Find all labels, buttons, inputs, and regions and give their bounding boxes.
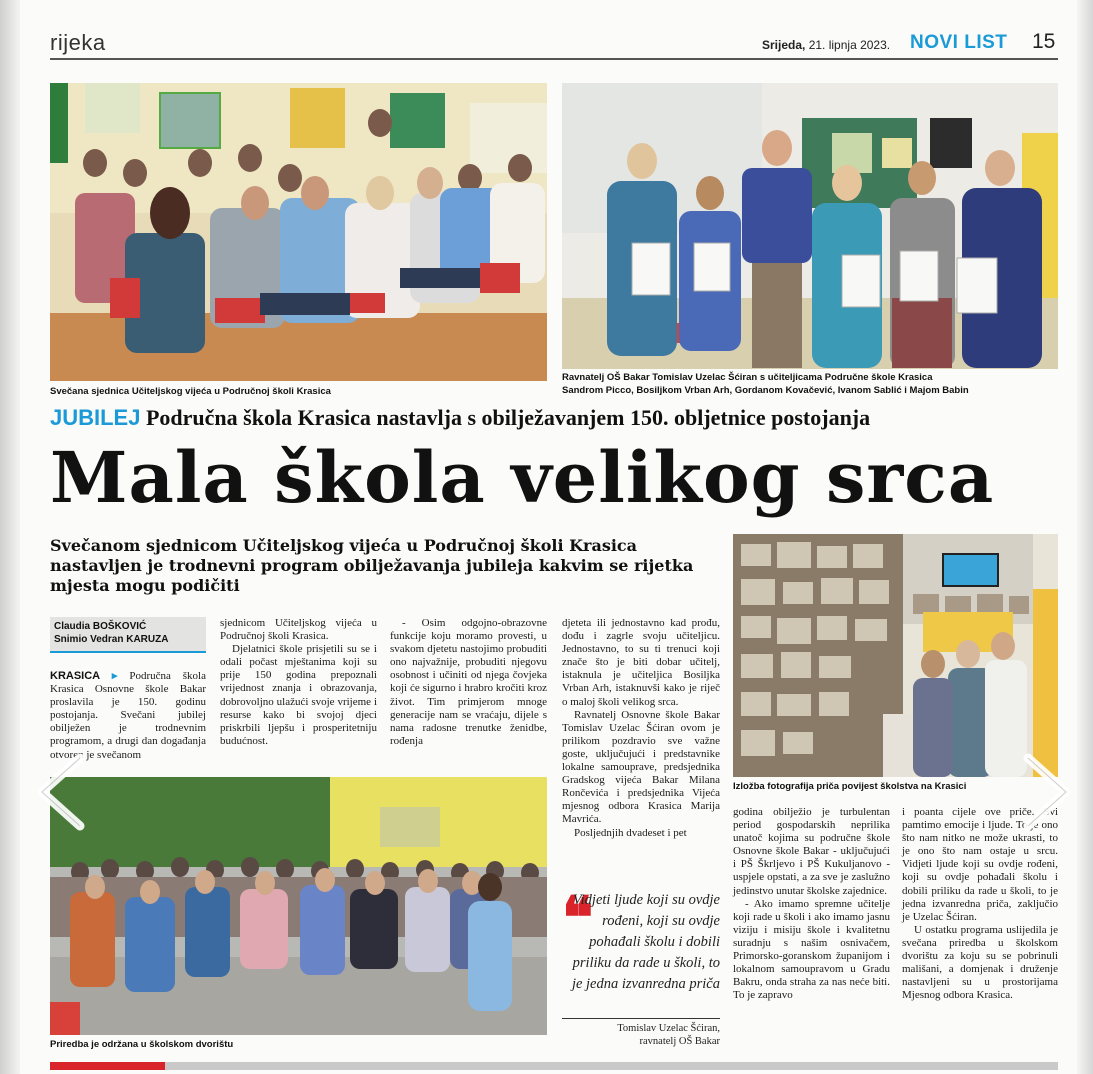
body-text: sjednicom Učiteljskog vijeća u Područnoj školi Krasica.: [220, 617, 377, 643]
quote-author: [562, 1022, 720, 1048]
byline: [50, 617, 206, 653]
page-edge-left: [0, 0, 20, 1074]
subhead: Područna škola Krasica nastavlja s obilježavanjem 150. obljetnice postojanja: [145, 405, 871, 430]
quote-author-role: ravnatelj OŠ Bakar: [639, 1036, 720, 1047]
previous-page-button[interactable]: [32, 752, 92, 832]
caption-line: Sandrom Picco, Bosiljkom Vrban Arh, Gordanom Kovačević, Ivanom Sablić i Majom Babin: [562, 385, 969, 396]
pull-quote: Vidjeti ljude koji su ovdje rođeni, koji su ovdje pohađali školu i dobili priliku da rade u školi, to je jedna izvanredna priča: [571, 892, 720, 992]
caption-line: Ravnatelj OŠ Bakar Tomislav Uzelac Šćiran s učiteljicama Područne škole Krasica: [562, 372, 933, 383]
photo-caption: Svečana sjednica Učiteljskog vijeća u Područnoj školi Krasica: [50, 386, 331, 397]
quote-mark-icon: ❝: [562, 884, 594, 952]
lead-paragraph: Svečanom sjednicom Učiteljskog vijeća u Područnoj školi Krasica nastavljen je trodnevni program obilježavanja jubileja kakvim se rijetka mjesta mogu podičiti: [50, 536, 694, 595]
dateline-place: [50, 670, 117, 682]
body-text: Ravnatelj Osnovne škole Bakar Tomislav Uzelac Šćiran ovom je prilikom pozdravio sve važne goste, uključujući i predstavnike lokalne samouprave, predsjednika Gradskog vijeća Bakar Milana Rončevića i predsjednika Vijeća mjesnog odbora Krasica Marija Mavrića.: [562, 708, 720, 826]
chevron-left-icon: [32, 752, 92, 832]
article-column-3: [390, 617, 547, 748]
photographer: Snimio Vedran KARUZA: [54, 634, 169, 645]
newspaper-logo: NOVI LIST: [910, 32, 1008, 53]
next-page-button[interactable]: [1016, 752, 1076, 832]
article-column-2: [220, 617, 377, 748]
photo-courtyard-performance: [50, 777, 547, 1035]
author: Claudia BOŠKOVIĆ: [54, 621, 147, 632]
chevron-right-icon: [1016, 752, 1076, 832]
article-column-6: [902, 806, 1058, 1002]
photo-exhibition: [733, 534, 1058, 777]
date: 21. lipnja 2023.: [808, 38, 891, 52]
photo-teachers-group: [562, 83, 1058, 369]
page-number: 15: [1032, 30, 1056, 53]
quote-author-name: Tomislav Uzelac Šćiran,: [617, 1023, 720, 1034]
arrow-icon: ▸: [111, 670, 118, 682]
body-text: i poanta cijele ove priče. Svi pamtimo emocije i ljude. To je ono što nam nitko ne može ukrasti, to je ono što nam ostaje u srcu. Vidjeti ljude koji su ovdje rođeni, koji su ovdje pohađali školu i dobili priliku da rade u školi, to je jedna izvanredna priča, zaključio je Uzelac Šćiran.: [902, 806, 1058, 923]
body-text: Djelatnici škole prisjetili su se i odali počast mještanima koji su prije 150 godina prepoznali vrijednost znanja i obrazovanja, dobrovoljno ulažući svoje vrijeme i resurse kako bi svojoj djeci priskrbili ljepšu i prosperitetniju budućnost.: [220, 643, 377, 747]
article-column-1: [50, 670, 206, 762]
dateline: [762, 38, 890, 52]
footer-bar: [165, 1062, 1058, 1070]
body-text: Područna škola Krasica Osnovne škole Bakar proslavila je 150. godinu postojanja. Svečani jubilej obilježen je trodnevnim programom, a drugi dan događanja otvoren je svečanom: [50, 670, 206, 761]
header-rule: [50, 58, 1058, 60]
article-column-4: [562, 617, 720, 840]
footer-accent-bar: [50, 1062, 165, 1070]
place-name: KRASICA: [50, 670, 100, 682]
photo-caption: Priredba je održana u školskom dvorištu: [50, 1039, 234, 1050]
kicker: [50, 405, 870, 431]
page-edge-right: [1077, 0, 1093, 1074]
body-text: U ostatku programa uslijedila je svečana priredba u školskom dvorištu za koju su se pobrinuli mališani, a domjenak i druženje nastavljeni su u prostorijama Mjesnog odbora Krasica.: [902, 923, 1058, 1002]
weekday: Srijeda,: [762, 38, 806, 52]
body-text: Posljednjih dvadeset i pet: [574, 826, 687, 839]
photo-session-audience: [50, 83, 547, 381]
kicker-label: JUBILEJ: [50, 405, 141, 430]
quote-rule: [562, 1018, 720, 1019]
body-text: godina obilježio je turbulentan period gospodarskih neprilika unatoč kojima su područne škole Osnovne škole Bakar - uključujući i PŠ Škrljevo i PŠ Kukuljanovo - uspjele opstati, a za sve je zaslužno jedinstvo unutar školske zajednice.: [733, 806, 890, 897]
headline: Mala škola velikog srca: [50, 436, 995, 519]
article-column-5: [733, 806, 890, 1002]
body-text: - Ako imamo spremne učitelje koji rade u školi i ako imamo jasnu viziju i misiju škole i kvalitetnu suradnju s našim osnivačem, Primorsko-goranskom županijom i lokalnom samoupravom u Gradu Bakru, onda straha za nas neće biti. To je zapravo: [733, 897, 890, 1002]
body-text: - Osim odgojno-obrazovne funkcije koju moramo provesti, u svakom djetetu nastojimo probuditi ono najvažnije, probuditi njegovu osobnost i učiniti od njega čovjeka koji će sigurno i hrabro kročiti kroz život. Tim primjerom mnoge generacije nam se vraćaju, dijele s nama radosne trenutke ženidbe, rođenja: [390, 617, 547, 747]
body-text: djeteta ili jednostavno kad prođu, dođu i zagrle svoju učiteljicu. Jednostavno, to su ti trenuci koji znače što je biti dobar učitelj, istaknula je učiteljica Bosiljka Vrban Arh, istaknuvši kako je riječ o maloj školi velikog srca.: [562, 617, 720, 708]
photo-caption: [562, 371, 969, 397]
section-name: rijeka: [50, 30, 106, 55]
photo-caption: Izložba fotografija priča povijest školstva na Krasici: [733, 781, 967, 792]
